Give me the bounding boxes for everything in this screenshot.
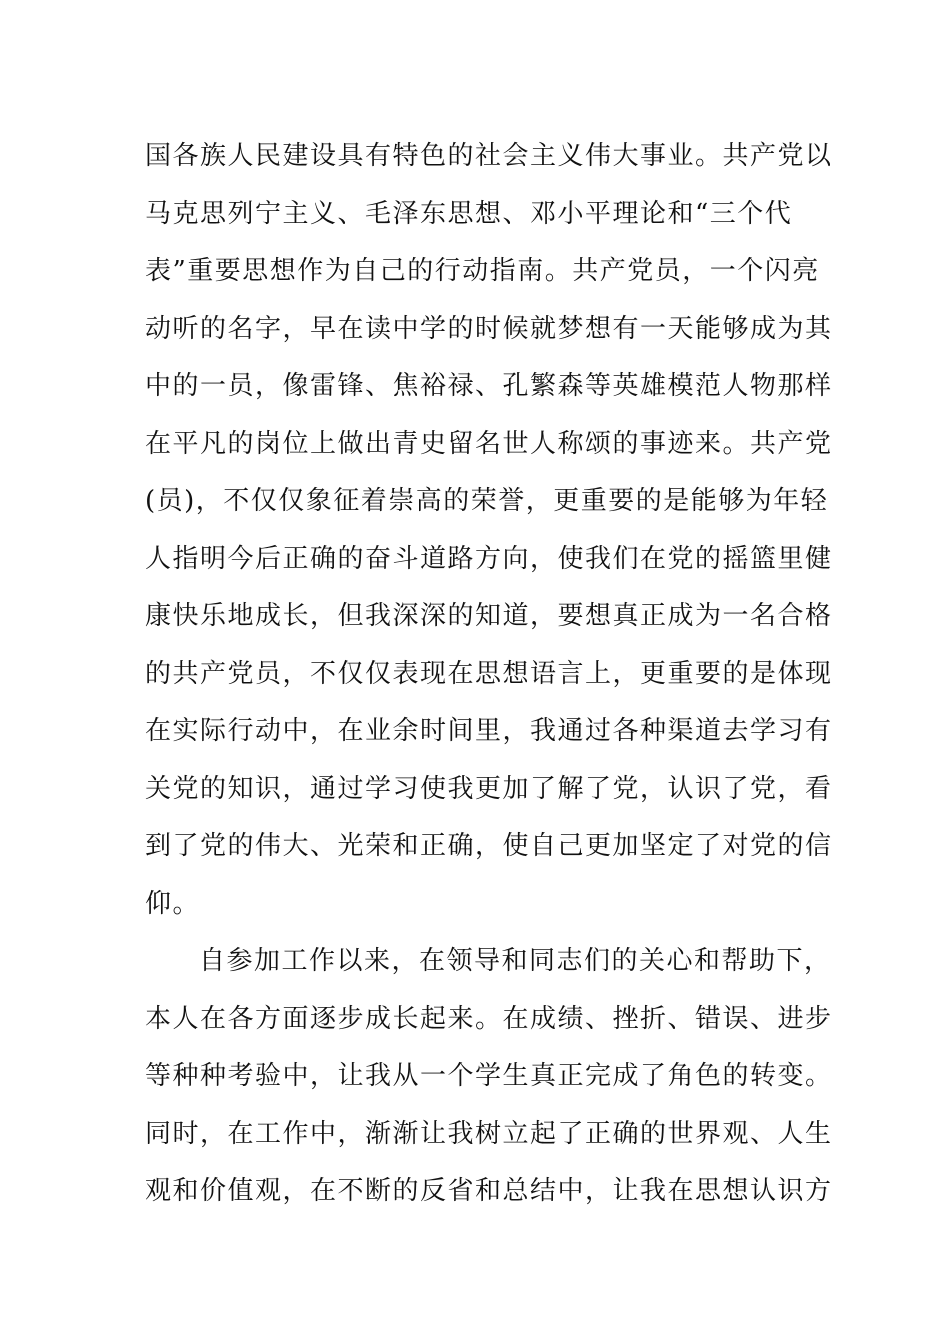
text-line: 关党的知识，通过学习使我更加了解了党，认识了党，看 (145, 773, 833, 804)
document-body (145, 128, 833, 1221)
text-line: 同时，在工作中，渐渐让我树立起了正确的世界观、人生 (145, 1118, 833, 1149)
text-line: 动听的名字，早在读中学的时候就梦想有一天能够成为其 (145, 313, 833, 344)
text-line: 表”重要思想作为自己的行动指南。共产党员，一个闪亮 (145, 256, 820, 286)
paragraph-1 (145, 128, 833, 933)
text-line: 仰。 (145, 888, 201, 919)
text-line: 到了党的伟大、光荣和正确，使自己更加坚定了对党的信 (145, 831, 833, 861)
text-line: 等种种考验中，让我从一个学生真正完成了角色的转变。 (145, 1061, 833, 1091)
text-line: 马克思列宁主义、毛泽东思想、邓小平理论和“三个代 (145, 198, 793, 229)
text-line: 在实际行动中，在业余时间里，我通过各种渠道去学习有 (145, 716, 833, 746)
text-line: 在平凡的岗位上做出青史留名世人称颂的事迹来。共产党 (145, 428, 833, 459)
text-line: 国各族人民建设具有特色的社会主义伟大事业。共产党以 (145, 141, 833, 171)
text-line-indented: 自参加工作以来，在领导和同志们的关心和帮助下， (199, 946, 832, 976)
text-line: (员)，不仅仅象征着崇高的荣誉，更重要的是能够为年轻 (145, 486, 829, 516)
text-line: 中的一员，像雷锋、焦裕禄、孔繁森等英雄模范人物那样 (145, 371, 833, 401)
text-line: 的共产党员，不仅仅表现在思想语言上，更重要的是体现 (145, 658, 833, 689)
paragraph-2 (145, 933, 833, 1221)
text-line: 观和价值观，在不断的反省和总结中，让我在思想认识方 (145, 1176, 833, 1206)
text-line: 人指明今后正确的奋斗道路方向，使我们在党的摇篮里健 (145, 543, 833, 574)
text-line: 本人在各方面逐步成长起来。在成绩、挫折、错误、进步 (145, 1003, 833, 1034)
text-line: 康快乐地成长，但我深深的知道，要想真正成为一名合格 (145, 601, 833, 631)
